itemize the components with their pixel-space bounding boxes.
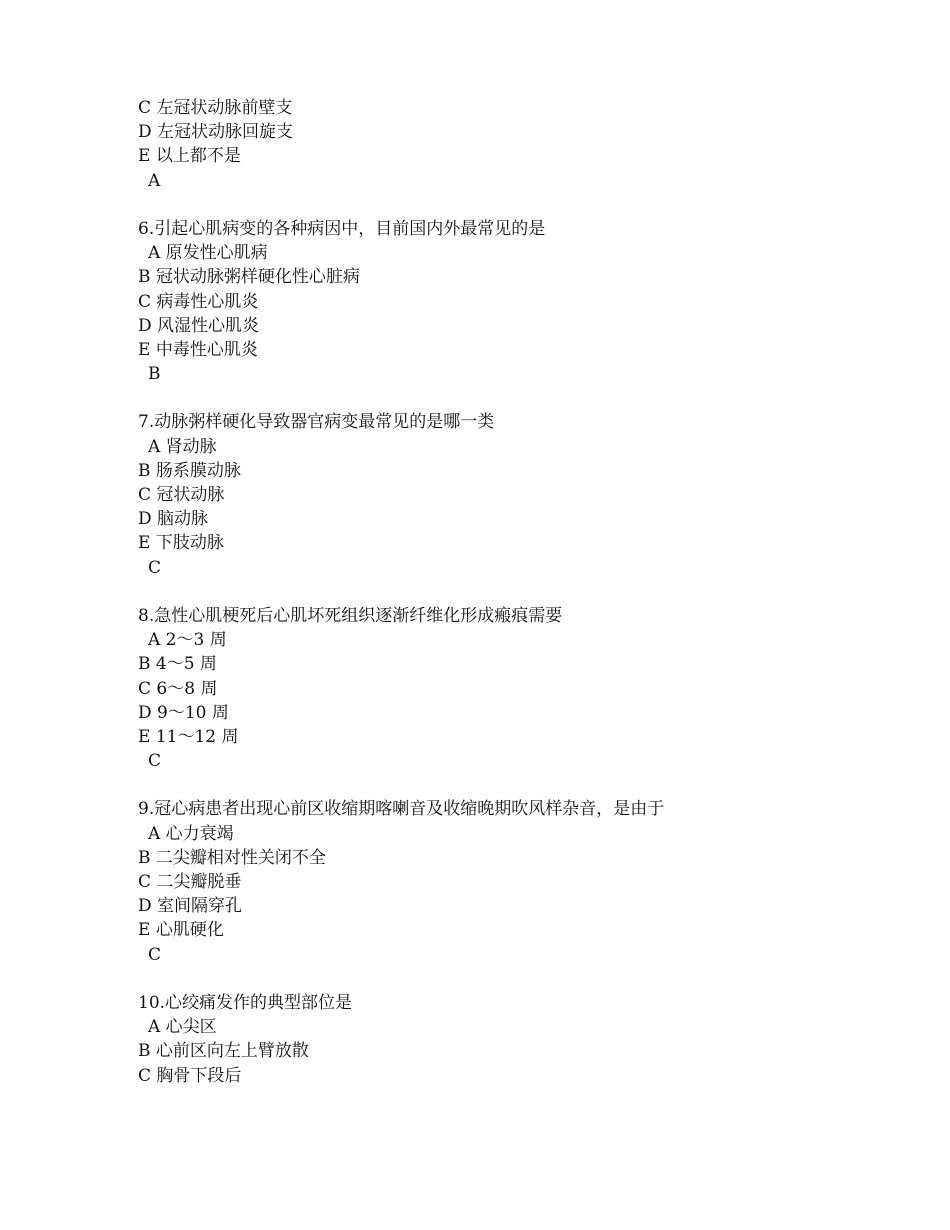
option-line: D 9～10 周 <box>138 702 229 723</box>
option-line: B 肠系膜动脉 <box>138 460 241 481</box>
option-line: E 中毒性心肌炎 <box>138 339 258 360</box>
option-line: D 风湿性心肌炎 <box>138 315 260 336</box>
option-line: B 二尖瓣相对性关闭不全 <box>138 847 326 868</box>
option-line: D 脑动脉 <box>138 509 209 530</box>
spacer <box>138 773 898 797</box>
option-line: D 左冠状动脉回旋支 <box>138 122 294 143</box>
question-text: 6.引起心肌病变的各种病因中，目前国内外最常见的是 <box>138 218 546 239</box>
option-line: B 心前区向左上臂放散 <box>138 1041 309 1062</box>
spacer <box>138 193 898 217</box>
option-line: E 11～12 周 <box>138 726 239 747</box>
option-line: A 心尖区 <box>148 1017 217 1038</box>
option-line: A 心力衰竭 <box>148 823 234 844</box>
question-text: 7.动脉粥样硬化导致器官病变最常见的是哪一类 <box>138 412 495 433</box>
option-line: A 原发性心肌病 <box>148 243 268 264</box>
answer-line: B <box>148 364 161 385</box>
option-line: B 冠状动脉粥样硬化性心脏病 <box>138 267 360 288</box>
option-line: C 二尖瓣脱垂 <box>138 872 242 892</box>
option-line: C 左冠状动脉前壁支 <box>138 98 293 118</box>
option-line: E 心肌硬化 <box>138 920 224 941</box>
answer-line: C <box>148 944 162 965</box>
answer-line: A <box>148 170 161 191</box>
option-line: C 胸骨下段后 <box>138 1065 242 1086</box>
option-line: E 下肢动脉 <box>138 533 224 554</box>
option-line: E 以上都不是 <box>138 146 241 167</box>
option-line: A 肾动脉 <box>148 436 217 457</box>
spacer <box>138 967 898 991</box>
question-text: 9.冠心病患者出现心前区收缩期喀喇音及收缩晚期吹风样杂音，是由于 <box>138 799 665 820</box>
option-line: C 病毒性心肌炎 <box>138 291 259 312</box>
option-line: C 6～8 周 <box>138 678 218 699</box>
option-line: A 2～3 周 <box>148 630 227 651</box>
option-line: C 冠状动脉 <box>138 485 225 505</box>
spacer <box>138 386 898 410</box>
option-line: D 室间隔穿孔 <box>138 896 243 917</box>
option-line: B 4～5 周 <box>138 654 217 675</box>
answer-line: C <box>148 751 162 772</box>
question-list <box>138 96 898 1088</box>
answer-line: C <box>148 557 162 578</box>
question-text: 8.急性心肌梗死后心肌坏死组织逐渐纤维化形成瘢痕需要 <box>138 605 563 626</box>
spacer <box>138 580 898 604</box>
question-text: 10.心绞痛发作的典型部位是 <box>138 992 353 1013</box>
